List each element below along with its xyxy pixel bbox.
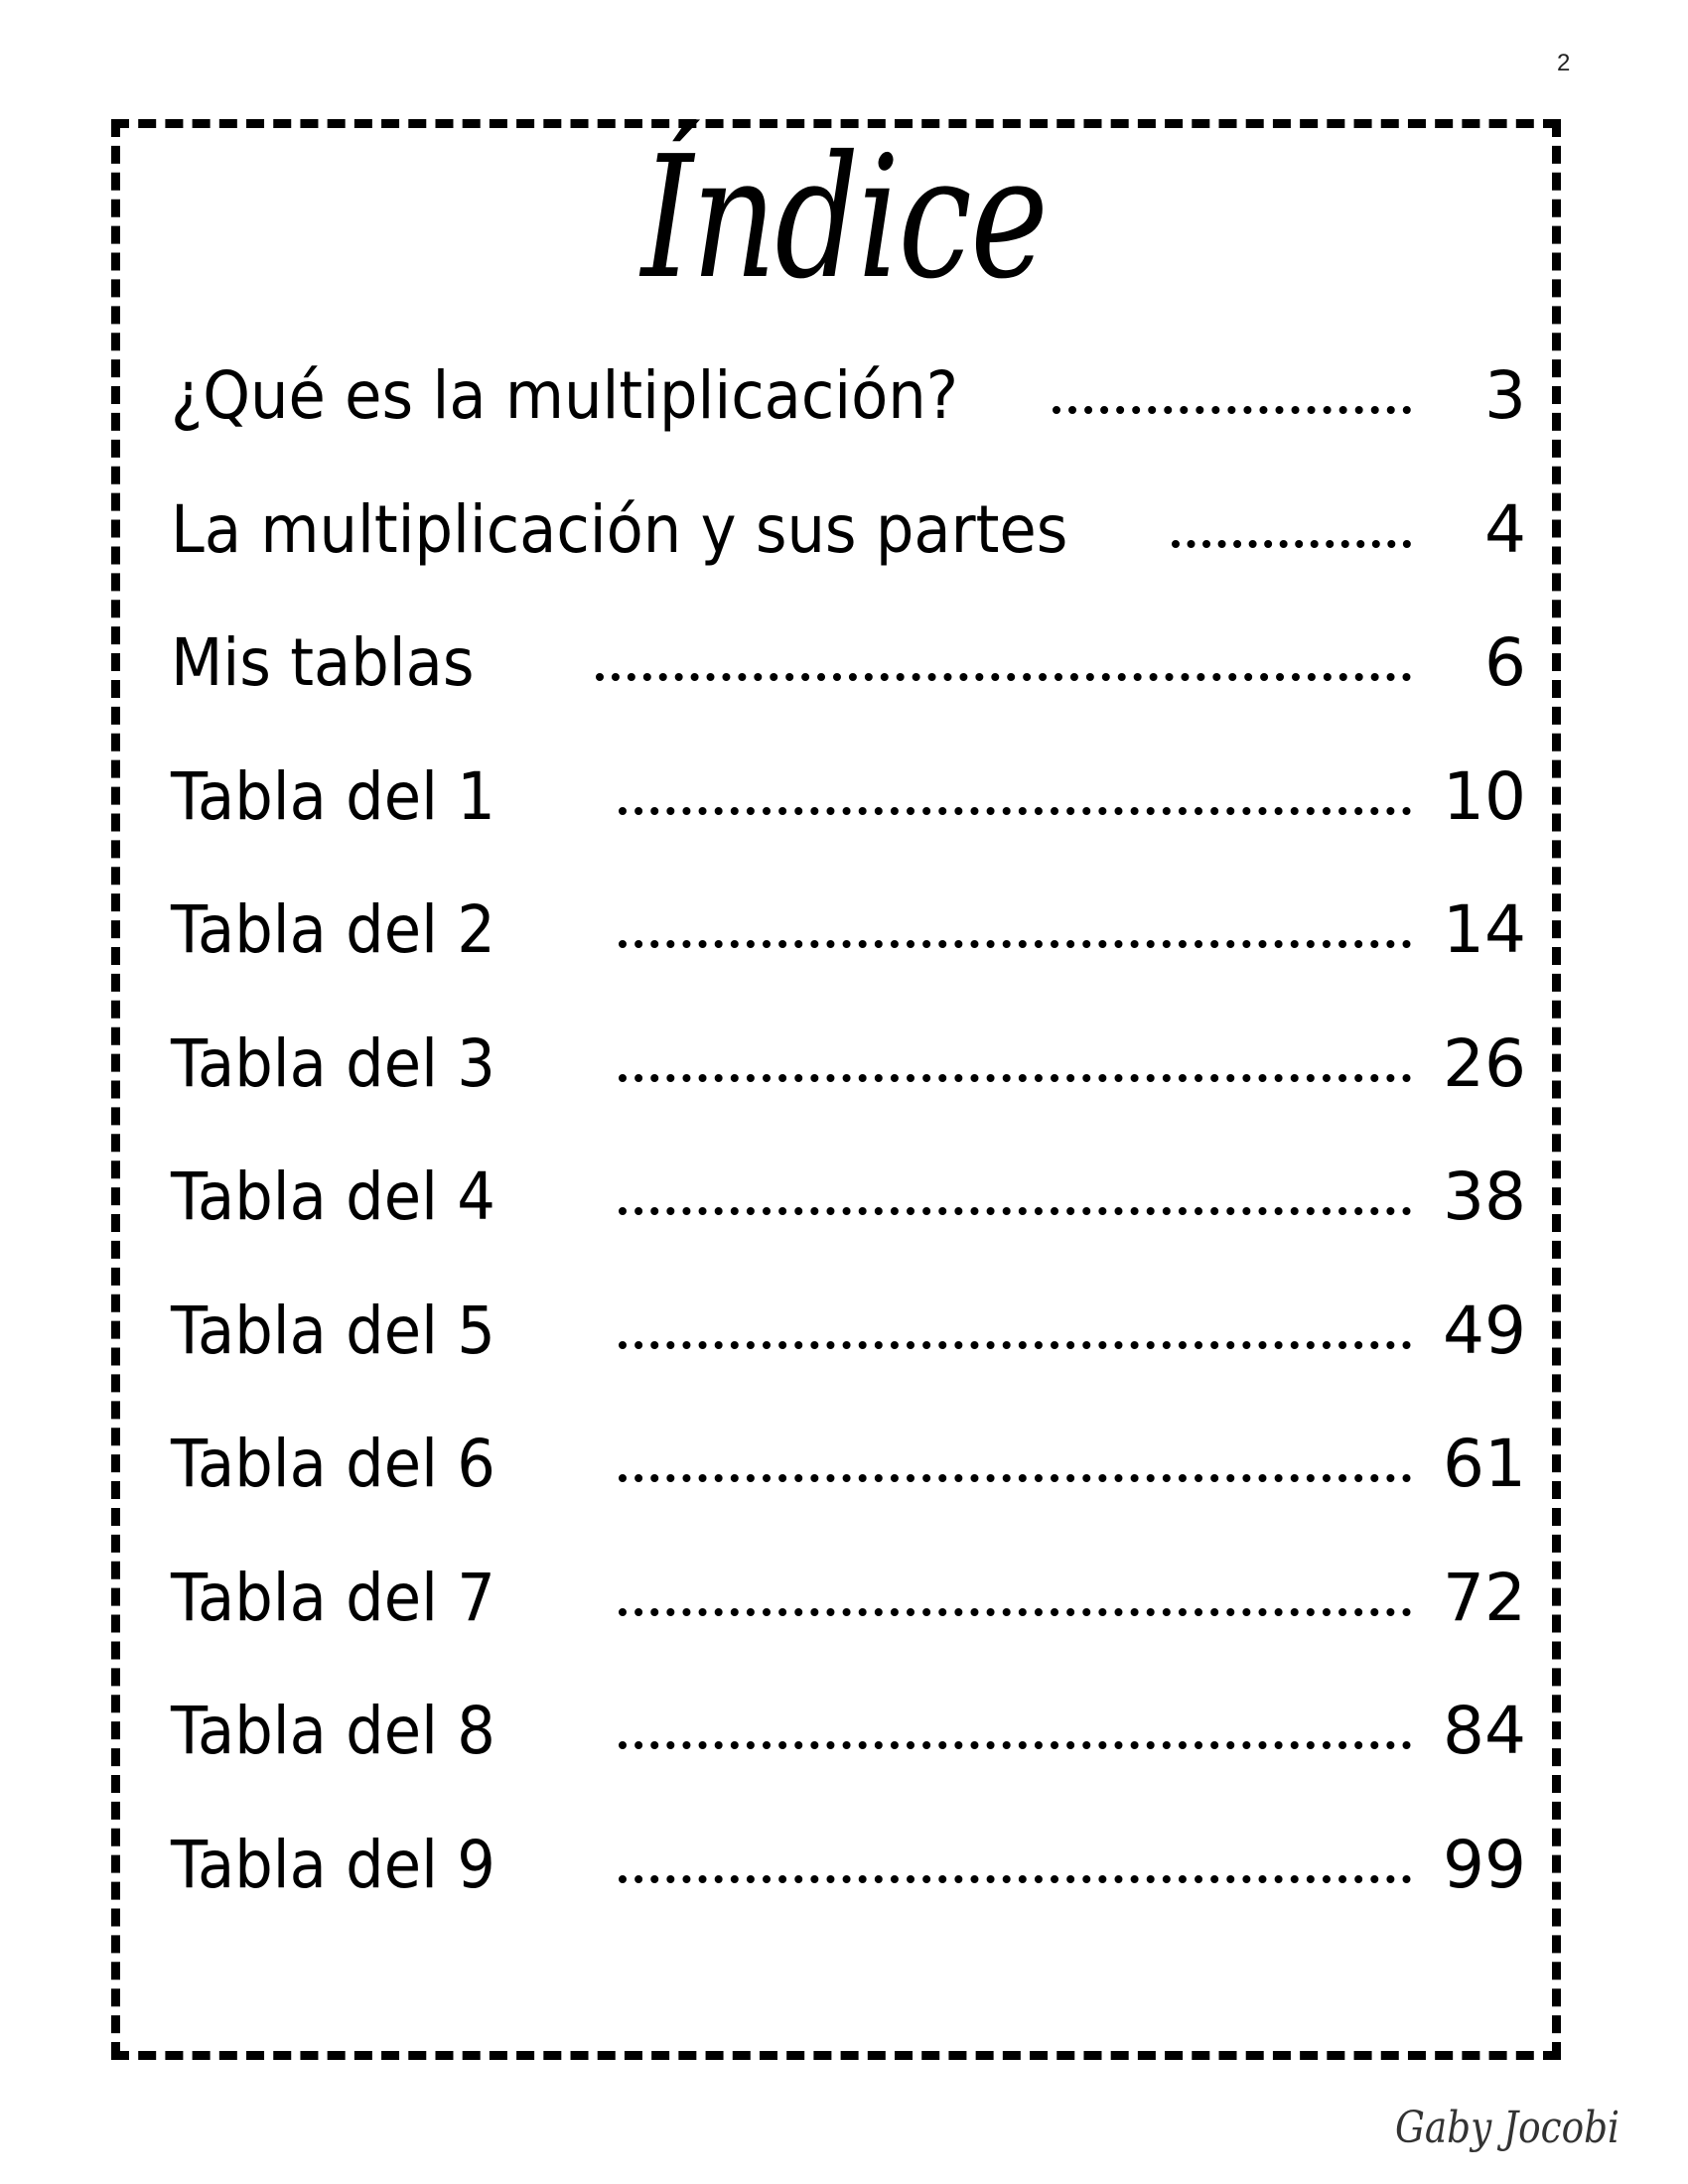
toc-entry <box>171 357 1526 491</box>
toc-entry-label: Tabla del 2 <box>171 891 495 968</box>
author-signature: Gaby Jocobi <box>1395 2103 1620 2153</box>
dot-leader <box>619 1875 1411 1883</box>
dot-leader <box>619 1608 1411 1616</box>
toc-entry-label: Tabla del 4 <box>171 1159 495 1235</box>
toc-entry-page: 84 <box>1443 1693 1526 1769</box>
toc-entry-label: ¿Qué es la multiplicación? <box>171 357 959 434</box>
toc-entry <box>171 1827 1526 1961</box>
page-title: Índice <box>640 120 1048 317</box>
dot-leader <box>1172 540 1411 548</box>
toc-entry <box>171 891 1526 1025</box>
toc-entry <box>171 1025 1526 1160</box>
toc-entry <box>171 624 1526 758</box>
dot-leader <box>619 807 1411 815</box>
dot-leader <box>1053 406 1411 414</box>
toc-entry-label: Tabla del 8 <box>171 1693 495 1769</box>
toc-entry-page: 14 <box>1443 891 1526 968</box>
toc-entry <box>171 491 1526 625</box>
table-of-contents <box>171 357 1526 1960</box>
toc-entry-page: 26 <box>1443 1024 1526 1102</box>
toc-entry-page: 72 <box>1443 1559 1526 1636</box>
dot-leader <box>596 673 1411 681</box>
toc-entry <box>171 1426 1526 1560</box>
toc-entry <box>171 1560 1526 1694</box>
toc-entry-page: 6 <box>1484 624 1526 701</box>
toc-entry <box>171 1159 1526 1293</box>
toc-entry-label: La multiplicación y sus partes <box>171 490 1068 568</box>
dot-leader <box>619 1207 1411 1215</box>
dot-leader <box>619 1341 1411 1349</box>
toc-entry-label: Tabla del 7 <box>171 1559 495 1636</box>
toc-entry-label: Tabla del 1 <box>171 757 495 835</box>
dot-leader <box>619 1074 1411 1082</box>
dot-leader <box>619 1741 1411 1749</box>
toc-entry-page: 38 <box>1443 1159 1526 1235</box>
toc-entry-label: Tabla del 6 <box>171 1426 495 1502</box>
toc-entry <box>171 758 1526 892</box>
toc-entry-page: 99 <box>1443 1826 1526 1903</box>
toc-entry <box>171 1693 1526 1827</box>
toc-entry-page: 3 <box>1484 357 1526 434</box>
toc-entry-page: 49 <box>1443 1292 1526 1369</box>
toc-entry-label: Tabla del 5 <box>171 1292 495 1369</box>
toc-entry-page: 10 <box>1443 757 1526 835</box>
toc-entry <box>171 1293 1526 1427</box>
toc-entry-page: 61 <box>1443 1426 1526 1502</box>
page-number: 2 <box>1557 50 1571 76</box>
dot-leader <box>619 940 1411 948</box>
toc-entry-label: Mis tablas <box>171 624 475 701</box>
toc-entry-page: 4 <box>1484 490 1526 568</box>
dot-leader <box>619 1474 1411 1482</box>
toc-entry-label: Tabla del 9 <box>171 1826 495 1903</box>
toc-entry-label: Tabla del 3 <box>171 1024 495 1102</box>
